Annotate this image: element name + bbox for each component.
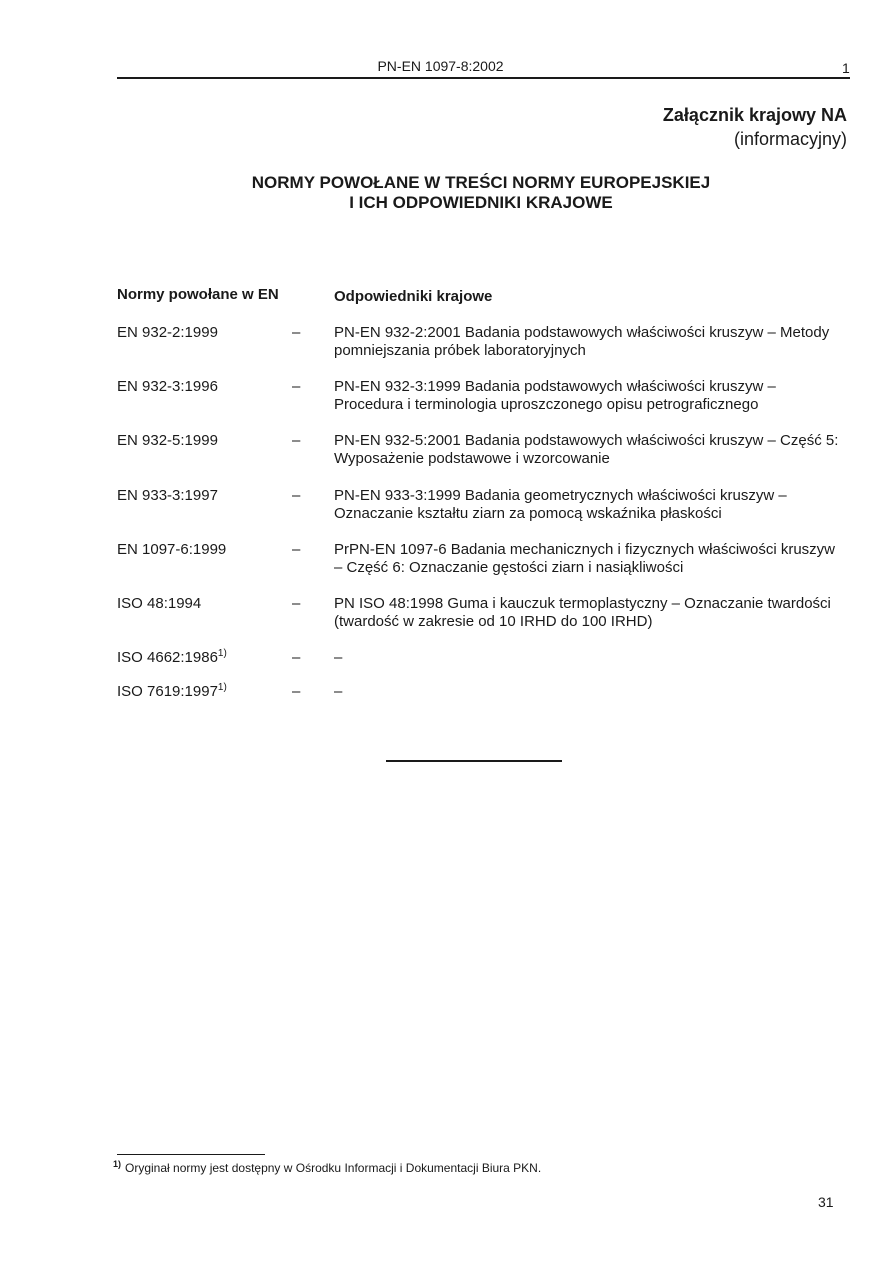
national-equivalent: PN-EN 932-3:1999 Badania podstawowych właściwości kruszyw – Procedura i terminologia uproszczonego opisu petrograficznego (334, 378, 776, 413)
page-title (0, 173, 881, 213)
page-title-line-1: NORMY POWOŁANE W TREŚCI NORMY EUROPEJSKIEJ (251, 173, 711, 192)
section-end-divider (386, 760, 562, 762)
column-header-en-norms: Normy powołane w EN (117, 286, 279, 303)
en-norm-code: ISO 48:1994 (117, 595, 202, 612)
row-dash: – (292, 683, 301, 700)
en-norm-code: EN 932-2:1999 (117, 324, 218, 341)
en-norm-code: EN 933-3:1997 (117, 487, 218, 504)
header-divider (117, 77, 850, 79)
row-dash: – (292, 649, 301, 666)
en-norm-code: EN 932-5:1999 (117, 432, 218, 449)
en-norm-code: EN 932-3:1996 (117, 378, 218, 395)
national-equivalent: PrPN-EN 1097-6 Badania mechanicznych i fizycznych właściwości kruszyw – Część 6: Oznaczanie gęstości ziarn i nasiąkliwości (334, 541, 836, 576)
page-number: 31 (818, 1194, 834, 1210)
en-norm-code: EN 1097-6:1999 (117, 541, 227, 558)
column-header-national-equivalents: Odpowiedniki krajowe (334, 288, 493, 305)
national-equivalent: PN-EN 933-3:1999 Badania geometrycznych właściwości kruszyw – Oznaczanie kształtu ziarn za pomocą wskaźnika płaskości (334, 487, 787, 522)
annex-title: Załącznik krajowy NA (662, 105, 847, 125)
row-dash: – (292, 595, 301, 612)
national-equivalent: – (334, 649, 343, 666)
footnote-marker: 1) (113, 1159, 122, 1169)
national-equivalent: PN-EN 932-5:2001 Badania podstawowych właściwości kruszyw – Część 5: Wyposażenie podstawowe i wzorcowanie (334, 432, 839, 467)
en-norm-code: ISO 4662:1986$^{1)}$ (117, 648, 227, 666)
footnote (113, 1161, 541, 1175)
national-equivalent: PN-EN 932-2:2001 Badania podstawowych właściwości kruszyw – Metody pomniejszania próbek laboratoryjnych (334, 324, 830, 359)
annex-subtitle: (informacyjny) (733, 129, 847, 149)
row-dash: – (292, 541, 301, 558)
row-dash: – (292, 324, 301, 341)
header-page-marker: 1 (842, 60, 850, 76)
page-title-line-2: I ICH ODPOWIEDNIKI KRAJOWE (349, 193, 613, 212)
national-equivalent: PN ISO 48:1998 Guma i kauczuk termoplastyczny – Oznaczanie twardości (twardość w zakresie od 10 IRHD do 100 IRHD) (334, 595, 831, 630)
en-norm-code: ISO 7619:1997$^{1)}$ (117, 682, 227, 700)
header-standard-code: PN-EN 1097-8:2002 (377, 58, 504, 74)
row-dash: – (292, 487, 301, 504)
row-dash: – (292, 378, 301, 395)
national-equivalent: – (334, 683, 343, 700)
row-dash: – (292, 432, 301, 449)
footnote-divider (117, 1154, 265, 1155)
footnote-text: Oryginał normy jest dostępny w Ośrodku Informacji i Dokumentacji Biura PKN. (125, 1161, 542, 1175)
